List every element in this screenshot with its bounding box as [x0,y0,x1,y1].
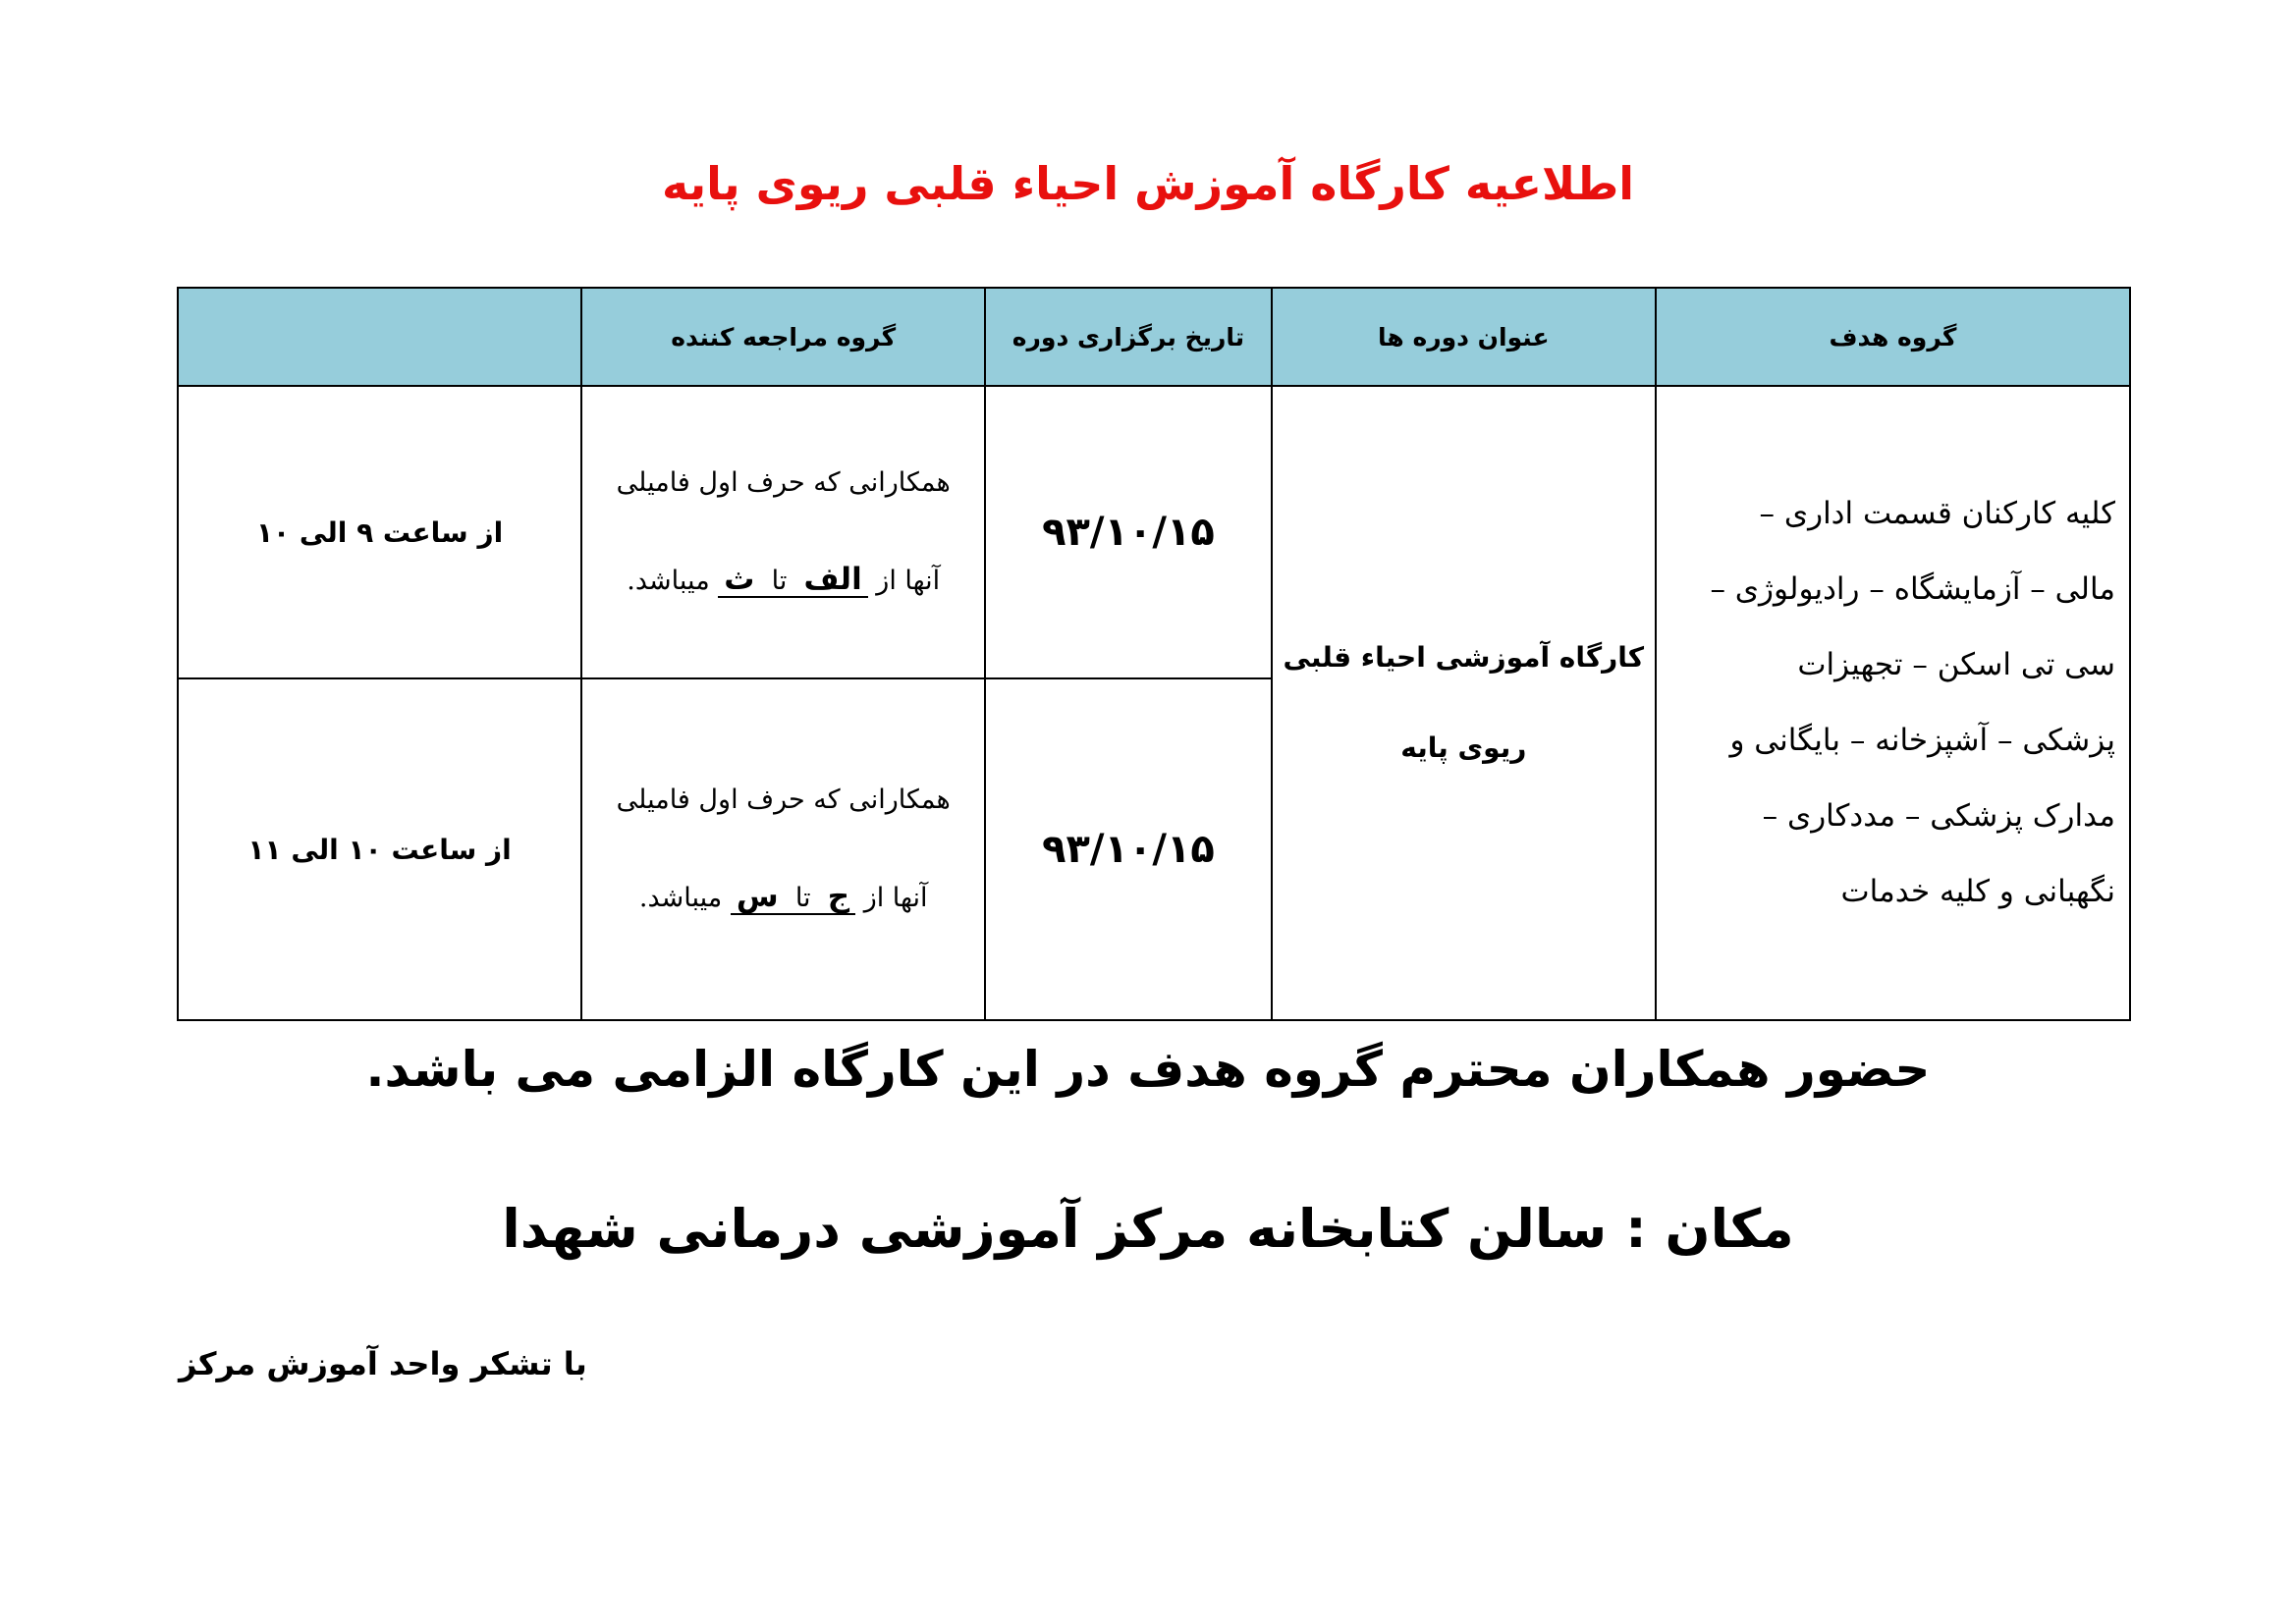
date-cell [985,386,1271,678]
target-group-line: نگهبانی و کلیه خدمات [1840,874,2115,909]
target-group-line: مدارک پزشکی – مددکاری – [1762,798,2115,834]
target-group-cell [1656,386,2130,1020]
time-cell [178,678,581,1020]
referral-group-range-line [582,532,984,630]
referral-group-range-line [582,849,984,947]
table-row [178,386,2130,678]
range-suffix: میباشد. [627,566,710,596]
course-title-line: ریوی پایه [1400,731,1527,764]
letter-to-word: تا [771,566,788,596]
letter-to: س [736,879,779,914]
session-time: از ساعت ۱۰ الی ۱۱ [247,833,512,866]
header-target-group: گروه هدف [1656,288,2130,386]
letter-from: ج [827,879,850,914]
letter-from: الف [803,562,862,597]
letter-range [718,563,867,598]
course-date: ۹۳/۱۰/۱۵ [1042,827,1215,872]
target-group-line: سی تی اسکن – تجهیزات [1797,647,2115,682]
range-prefix: آنها از [876,566,941,596]
referral-group-cell [581,678,985,1020]
range-suffix: میباشد. [638,883,723,913]
signature-line: با تشکر واحد آموزش مرکز [179,1345,587,1382]
letter-to: ث [724,562,755,597]
letter-to-word: تا [794,883,811,913]
target-group-line: کلیه کارکنان قسمت اداری – [1759,496,2115,531]
location-text: مکان : سالن کتابخانه مرکز آموزشی درمانی شهدا [502,1198,1794,1260]
time-cell [178,386,581,678]
referral-group-line: همکارانی که حرف اول فامیلی [616,467,951,498]
referral-group-line: همکارانی که حرف اول فامیلی [616,785,951,815]
header-referral-group: گروه مراجعه کننده [581,288,985,386]
header-course-title: عنوان دوره ها [1272,288,1656,386]
header-date: تاریخ برگزاری دوره [985,288,1271,386]
schedule-table [177,287,2131,1021]
target-group-line: پزشکی – آشپزخانه – بایگانی و [1729,723,2115,758]
attendance-notice: حضور همکاران محترم گروه هدف در این کارگاه الزامی می باشد. [365,1041,1931,1098]
course-title-line: کارگاه آموزشی احیاء قلبی [1283,641,1645,674]
header-time [178,288,581,386]
referral-group-cell [581,386,985,678]
course-title-cell [1272,386,1656,1020]
target-group-line: مالی – آزمایشگاه – رادیولوژی – [1710,571,2115,607]
table-header-row [178,288,2130,386]
date-cell [985,678,1271,1020]
session-time: از ساعت ۹ الی ۱۰ [255,515,504,549]
document-title: اطلاعیه کارگاه آموزش احیاء قلبی ریوی پایه [661,157,1635,210]
letter-range [731,880,855,915]
course-date: ۹۳/۱۰/۱۵ [1042,510,1215,555]
range-prefix: آنها از [863,883,928,913]
